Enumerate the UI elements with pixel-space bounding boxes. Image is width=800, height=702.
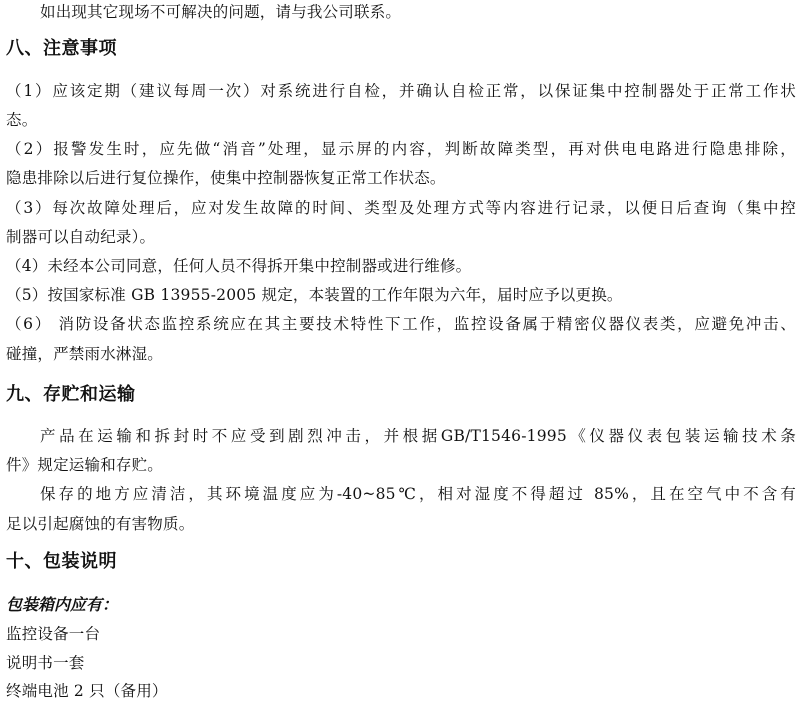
section-10-heading: 十、包装说明 bbox=[6, 551, 117, 572]
notice-item-3-line-1: （3）每次故障处理后，应对发生故障的时间、类型及处理方式等内容进行记录，以便日后查询（集中控 bbox=[6, 199, 796, 217]
notice-item-1-line-1: （1）应该定期（建议每周一次）对系统进行自检，并确认自检正常，以保证集中控制器处于正常工作状 bbox=[6, 82, 796, 100]
notice-item-4: （4）未经本公司同意，任何人员不得拆开集中控制器或进行维修。 bbox=[6, 257, 472, 275]
package-item-1: 监控设备一台 bbox=[6, 625, 101, 643]
notice-item-3-line-2: 制器可以自动纪录）。 bbox=[6, 228, 156, 246]
notice-item-6-line-1: （6） 消防设备状态监控系统应在其主要技术特性下工作，监控设备属于精密仪器仪表类，应避免冲击、 bbox=[6, 315, 796, 333]
package-item-2: 说明书一套 bbox=[6, 654, 85, 672]
section-8-heading: 八、注意事项 bbox=[6, 38, 117, 59]
storage-paragraph-2-line-2: 足以引起腐蚀的有害物质。 bbox=[6, 515, 195, 533]
storage-paragraph-2-line-1: 保存的地方应清洁，其环境温度应为-40~85℃，相对湿度不得超过 85%，且在空气中不含有 bbox=[40, 485, 797, 503]
notice-item-2-line-1: （2）报警发生时，应先做“消音”处理，显示屏的内容，判断故障类型，再对供电电路进行隐患排除， bbox=[6, 140, 796, 158]
notice-item-6-line-2: 碰撞，严禁雨水淋湿。 bbox=[6, 345, 164, 363]
notice-item-5: （5）按国家标准 GB 13955-2005 规定，本装置的工作年限为六年，届时应予以更换。 bbox=[6, 286, 623, 304]
section-9-heading: 九、存贮和运输 bbox=[6, 384, 136, 405]
intro-text: 如出现其它现场不可解决的问题，请与我公司联系。 bbox=[40, 3, 402, 21]
storage-paragraph-1-line-1: 产品在运输和拆封时不应受到剧烈冲击，并根据GB/T1546-1995《仪器仪表包装运输技术条 bbox=[40, 427, 796, 445]
notice-item-2-line-2: 隐患排除以后进行复位操作，使集中控制器恢复正常工作状态。 bbox=[6, 169, 446, 187]
storage-paragraph-1-line-2: 件》规定运输和存贮。 bbox=[6, 456, 164, 474]
notice-item-1-line-2: 态。 bbox=[6, 111, 38, 129]
package-item-3: 终端电池 2 只（备用） bbox=[6, 682, 168, 700]
package-contents-subtitle: 包装箱内应有： bbox=[6, 595, 119, 614]
